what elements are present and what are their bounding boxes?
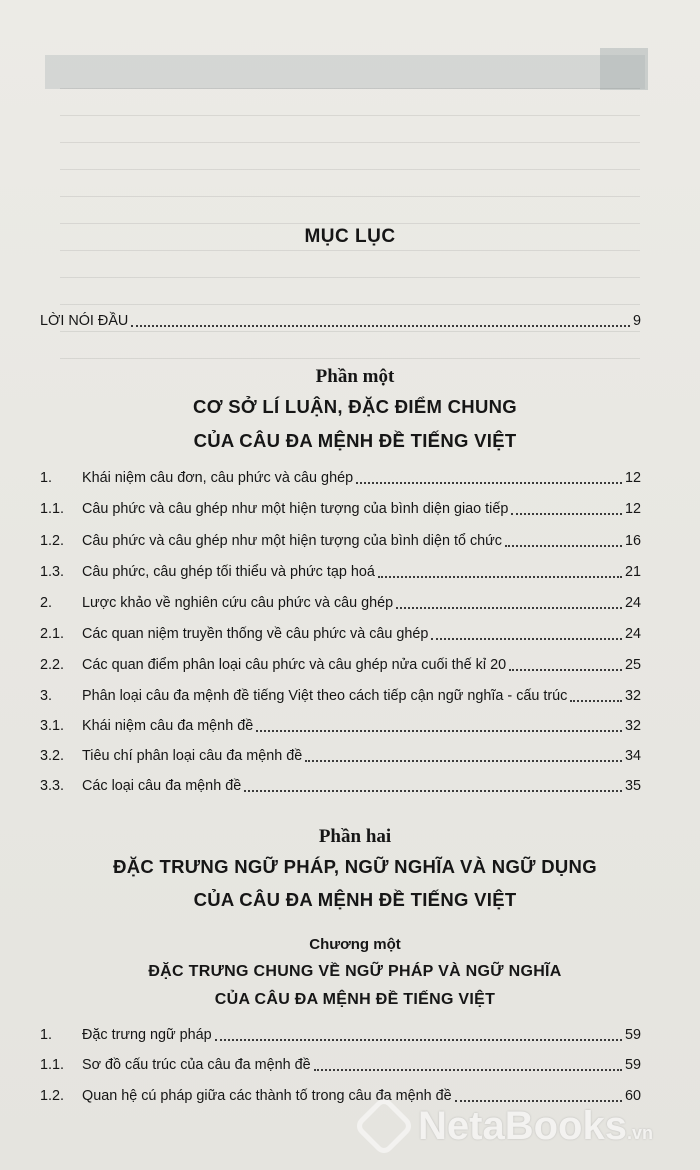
part-one-title-line2: CỦA CÂU ĐA MỆNH ĐỀ TIẾNG VIỆT [193, 430, 517, 451]
toc-entry-page: 59 [624, 1057, 641, 1073]
toc-entry-page: 16 [624, 533, 641, 549]
toc-leader-dots [356, 482, 622, 484]
toc-entry-number: 2.1. [40, 626, 65, 642]
toc-leader-dots [505, 545, 622, 547]
toc-leader-dots [244, 790, 622, 792]
toc-leader-dots [509, 669, 622, 671]
toc-entry[interactable] [40, 530, 641, 552]
toc-entry-number: 3. [40, 688, 53, 704]
toc-entry-number: 1.3. [40, 564, 65, 580]
toc-entry-page: 12 [624, 470, 641, 486]
toc-entry-number: 3.3. [40, 778, 65, 794]
toc-entry[interactable] [40, 654, 641, 676]
chapter-one-title-line1: ĐẶC TRƯNG CHUNG VỀ NGỮ PHÁP VÀ NGỮ NGHĨA [148, 963, 562, 980]
toc-entry[interactable] [40, 561, 641, 583]
toc-leader-dots [256, 730, 622, 732]
toc-entry-text: Phân loại câu đa mệnh đề tiếng Việt theo cách tiếp cận ngữ nghĩa - cấu trúc [82, 688, 568, 704]
toc-entry-page: 9 [632, 313, 641, 329]
part-two-title-line2: CỦA CÂU ĐA MỆNH ĐỀ TIẾNG VIỆT [193, 889, 517, 910]
toc-leader-dots [131, 325, 630, 327]
toc-entry-number: 2. [40, 595, 53, 611]
toc-entry[interactable] [40, 498, 641, 520]
toc-entry-page: 34 [624, 748, 641, 764]
toc-leader-dots [511, 513, 622, 515]
part-one-label: Phần một [315, 366, 395, 387]
toc-entry-text: Câu phức và câu ghép như một hiện tượng của bình diện giao tiếp [82, 501, 509, 517]
toc-entry-number: 3.2. [40, 748, 65, 764]
toc-entry-text: Câu phức, câu ghép tối thiểu và phức tạp hoá [82, 564, 375, 580]
toc-entry[interactable] [40, 685, 641, 707]
toc-entry-number: 3.1. [40, 718, 65, 734]
toc-entry-text: Khái niệm câu đa mệnh đề [82, 718, 254, 734]
toc-entry-number: 1. [40, 1027, 53, 1043]
watermark-text [418, 1104, 653, 1149]
toc-entry[interactable] [40, 623, 641, 645]
toc-entry-page: 21 [624, 564, 641, 580]
toc-entry-page: 25 [624, 657, 641, 673]
toc-entry-text: Sơ đồ cấu trúc của câu đa mệnh đề [82, 1057, 311, 1073]
toc-leader-dots [570, 700, 622, 702]
part-two-label: Phần hai [318, 826, 392, 847]
toc-entry-text: Tiêu chí phân loại câu đa mệnh đề [82, 748, 303, 764]
toc-entry[interactable] [40, 467, 641, 489]
watermark [362, 1096, 692, 1156]
bleed-through-page-tab [600, 48, 648, 90]
toc-entry[interactable] [40, 715, 641, 737]
watermark-brand: NetaBooks [418, 1103, 627, 1148]
toc-entry[interactable] [40, 592, 641, 614]
toc-entry-text: Lược khảo về nghiên cứu câu phức và câu ghép [82, 595, 394, 611]
toc-entry-text: LỜI NÓI ĐẦU [40, 313, 129, 329]
part-two-title-line1: ĐẶC TRƯNG NGỮ PHÁP, NGỮ NGHĨA VÀ NGỮ DỤNG [113, 856, 597, 877]
toc-entry-text: Câu phức và câu ghép như một hiện tượng của bình diện tổ chức [82, 533, 502, 549]
toc-entry-number: 1.1. [40, 1057, 65, 1073]
toc-entry-preface[interactable] [40, 310, 641, 332]
toc-entry-text: Các loại câu đa mệnh đề [82, 778, 242, 794]
toc-entry-number: 1.2. [40, 1088, 65, 1104]
toc-entry-page: 59 [624, 1027, 641, 1043]
toc-entry-number: 1.1. [40, 501, 65, 517]
toc-entry-page: 12 [624, 501, 641, 517]
toc-entry[interactable] [40, 745, 641, 767]
toc-entry-text: Các quan niệm truyền thống về câu phức và câu ghép [82, 626, 429, 642]
chapter-one-label: Chương một [309, 936, 401, 953]
toc-leader-dots [378, 576, 622, 578]
toc-entry[interactable] [40, 1054, 641, 1076]
toc-title: MỤC LỤC [304, 226, 396, 247]
toc-entry-text: Các quan điểm phân loại câu phức và câu ghép nửa cuối thế kỉ 20 [82, 657, 507, 673]
part-one-title-line1: CƠ SỞ LÍ LUẬN, ĐẶC ĐIỂM CHUNG [193, 396, 517, 417]
toc-entry[interactable] [40, 775, 641, 797]
toc-entry-page: 24 [624, 595, 641, 611]
toc-entry-page: 60 [624, 1088, 641, 1104]
toc-leader-dots [396, 607, 622, 609]
toc-entry-number: 1.2. [40, 533, 65, 549]
toc-entry-number: 2.2. [40, 657, 65, 673]
chapter-one-title-line2: CỦA CÂU ĐA MỆNH ĐỀ TIẾNG VIỆT [214, 991, 496, 1008]
toc-entry-page: 32 [624, 688, 641, 704]
toc-leader-dots [305, 760, 622, 762]
toc-entry-number: 1. [40, 470, 53, 486]
toc-entry-page: 32 [624, 718, 641, 734]
toc-entry-text: Đặc trưng ngữ pháp [82, 1027, 212, 1043]
bleed-through-header-bar [45, 55, 645, 89]
toc-entry-page: 35 [624, 778, 641, 794]
toc-leader-dots [314, 1069, 622, 1071]
toc-leader-dots [215, 1039, 622, 1041]
toc-entry-page: 24 [624, 626, 641, 642]
toc-leader-dots [431, 638, 622, 640]
watermark-suffix: .vn [626, 1122, 653, 1143]
netabooks-logo-icon [353, 1095, 415, 1157]
toc-entry-text: Khái niệm câu đơn, câu phức và câu ghép [82, 470, 354, 486]
toc-entry[interactable] [40, 1024, 641, 1046]
toc-entry-text: Quan hệ cú pháp giữa các thành tố trong câu đa mệnh đề [82, 1088, 452, 1104]
